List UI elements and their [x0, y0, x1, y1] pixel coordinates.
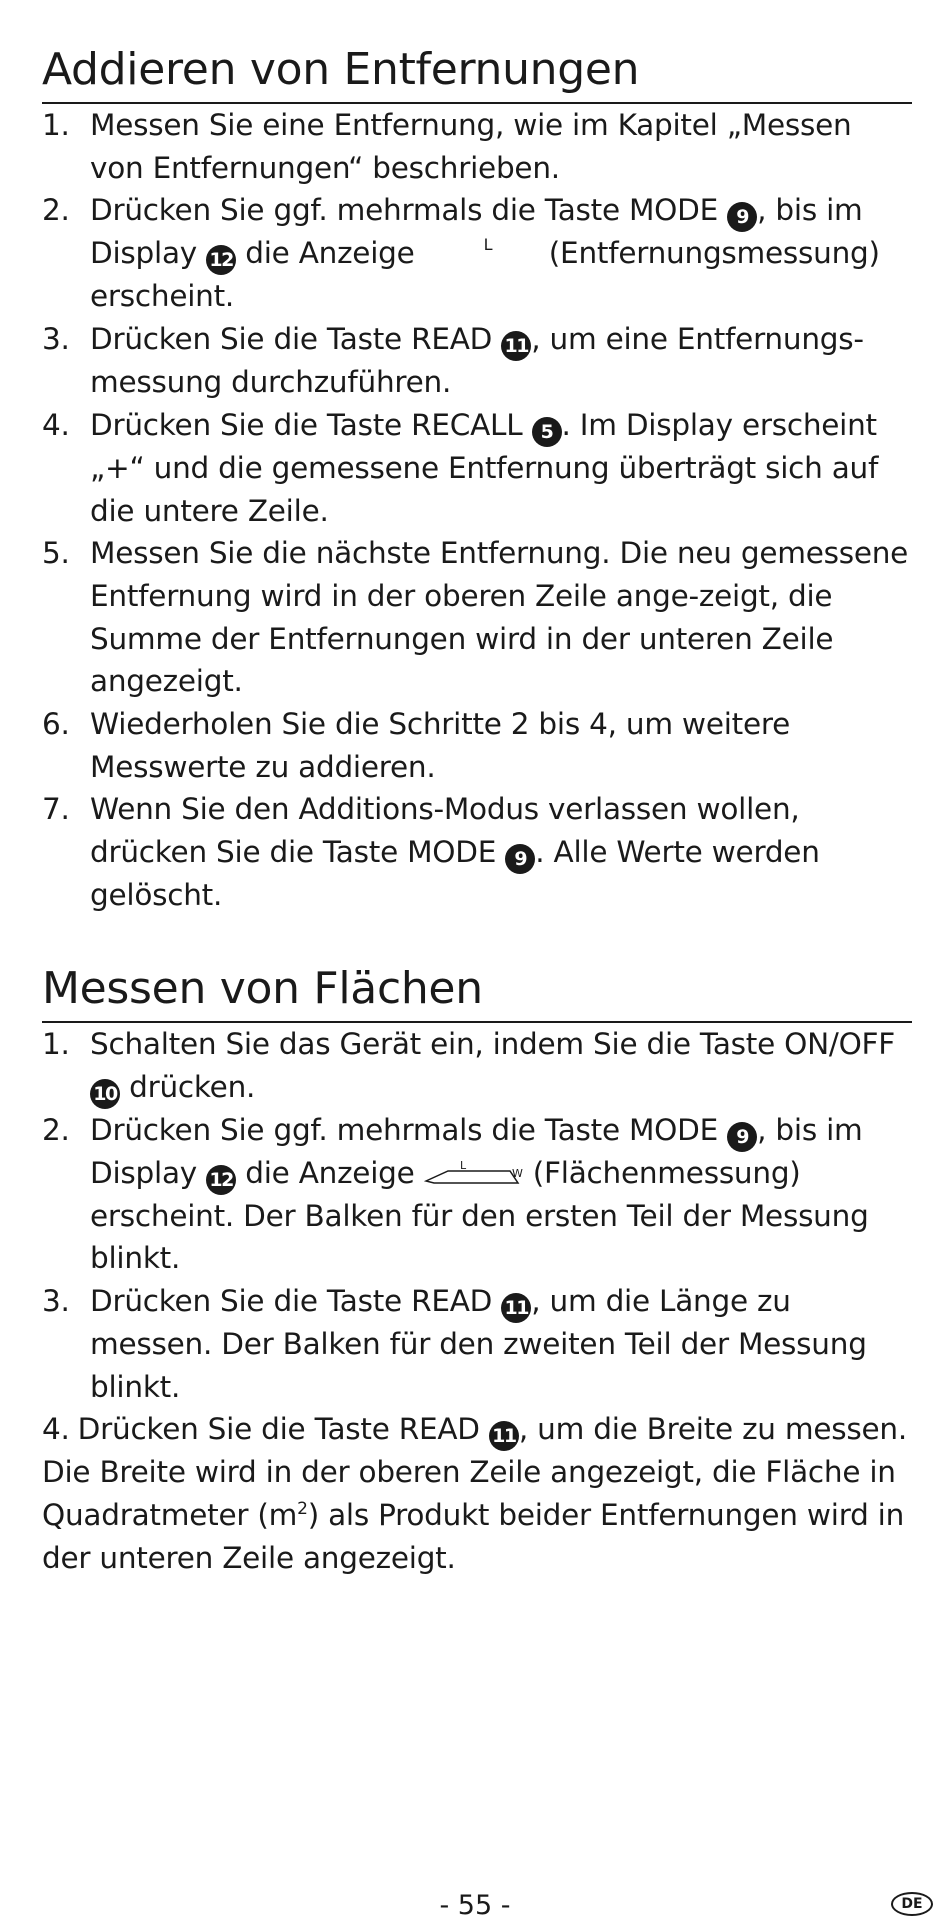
step-text: (Entfernungsmessung) erscheint. — [90, 236, 880, 314]
step-number: 1. — [42, 1026, 70, 1061]
manual-page — [42, 0, 912, 1579]
adding-distances-steps — [42, 104, 912, 917]
display-reference-badge: 12 — [206, 245, 236, 275]
step-text: drücken. — [120, 1069, 256, 1104]
step-number: 4. — [42, 1412, 70, 1447]
step-text: Drücken Sie die Taste READ — [77, 1412, 489, 1447]
step-text: . Im Display erscheint „+“ und die gemessene Entfernung überträgt sich auf die untere Zeile. — [90, 407, 879, 528]
step-text: , bis im Display — [90, 193, 863, 271]
button-reference-badge: 9 — [505, 844, 535, 874]
step-number: 6. — [42, 707, 70, 742]
button-reference-badge: 11 — [489, 1421, 519, 1451]
step-4-paragraph — [42, 1408, 912, 1579]
list-item — [42, 318, 912, 404]
step-text: Drücken Sie ggf. mehrmals die Taste MODE — [90, 1112, 728, 1147]
step-text: Wenn Sie den Additions-Modus verlassen wollen, drücken Sie die Taste MODE — [90, 792, 800, 870]
step-text: die Anzeige — [236, 236, 424, 271]
superscript: 2 — [297, 1499, 308, 1520]
step-text: (Flächenmessung) erscheint. Der Balken für den ersten Teil der Messung blinkt. — [90, 1155, 869, 1276]
step-text: ) als Produkt beider Entfernungen wird in der unteren Zeile angezeigt. — [42, 1498, 905, 1575]
list-item — [42, 1023, 912, 1109]
step-number: 2. — [42, 193, 70, 228]
step-text: Drücken Sie die Taste RECALL — [90, 407, 532, 442]
step-text: , bis im Display — [90, 1112, 863, 1190]
distance-mode-icon — [424, 237, 540, 267]
step-text: Messen Sie die nächste Entfernung. Die neu gemessene Entfernung wird in der oberen Zeile ange-zeigt, die Summe der Entfernungen wird in der unteren Zeile angezeigt. — [90, 536, 909, 699]
list-item — [42, 703, 912, 788]
measuring-areas-steps — [42, 1023, 912, 1409]
list-item — [42, 788, 912, 916]
step-number: 5. — [42, 536, 70, 571]
area-mode-icon — [424, 1159, 524, 1189]
step-text: Drücken Sie die Taste READ — [90, 322, 502, 357]
step-text: Wiederholen Sie die Schritte 2 bis 4, um weitere Messwerte zu addieren. — [90, 707, 791, 784]
step-number: 1. — [42, 108, 70, 142]
list-item — [42, 1109, 912, 1280]
button-reference-badge: 11 — [501, 331, 531, 361]
step-text: , um eine Entfernungs-messung durchzuführen. — [90, 322, 864, 400]
list-item — [42, 104, 912, 189]
step-text: Drücken Sie ggf. mehrmals die Taste MODE — [90, 193, 728, 228]
list-item — [42, 189, 912, 318]
list-item — [42, 1280, 912, 1408]
step-number: 3. — [42, 1283, 70, 1318]
step-text: Drücken Sie die Taste READ — [90, 1283, 502, 1318]
step-text: , um die Breite zu messen. Die Breite wird in der oberen Zeile angezeigt, die Fläche in Quadratmeter (m — [42, 1412, 907, 1533]
step-number: 7. — [42, 792, 70, 827]
step-text: . Alle Werte werden gelöscht. — [90, 835, 820, 913]
button-reference-badge: 5 — [532, 417, 562, 447]
list-item — [42, 404, 912, 532]
length-mark-label: L — [459, 1158, 466, 1172]
list-item — [42, 532, 912, 703]
step-text: die Anzeige — [236, 1155, 424, 1190]
display-reference-badge: 12 — [206, 1165, 236, 1195]
language-badge: DE — [891, 1892, 933, 1916]
width-mark-label: W — [511, 1166, 523, 1180]
step-number: 4. — [42, 407, 70, 442]
step-text: , um die Länge zu messen. Der Balken für den zweiten Teil der Messung blinkt. — [90, 1283, 867, 1404]
step-number: 3. — [42, 322, 70, 357]
page-number: - 55 - — [439, 1890, 511, 1921]
button-reference-badge: 9 — [727, 1122, 757, 1152]
step-number: 2. — [42, 1112, 70, 1147]
section-title-measuring-areas: Messen von Flächen — [42, 963, 912, 1023]
step-text: Messen Sie eine Entfernung, wie im Kapitel „Messen von Entfernungen“ beschrieben. — [90, 108, 852, 185]
step-text: Schalten Sie das Gerät ein, indem Sie die Taste ON/OFF — [90, 1026, 895, 1061]
length-mark-label: L — [483, 235, 493, 255]
button-reference-badge: 9 — [727, 202, 757, 232]
button-reference-badge: 11 — [501, 1293, 531, 1323]
section-title-adding-distances: Addieren von Entfernungen — [42, 44, 912, 104]
button-reference-badge: 10 — [90, 1079, 120, 1109]
